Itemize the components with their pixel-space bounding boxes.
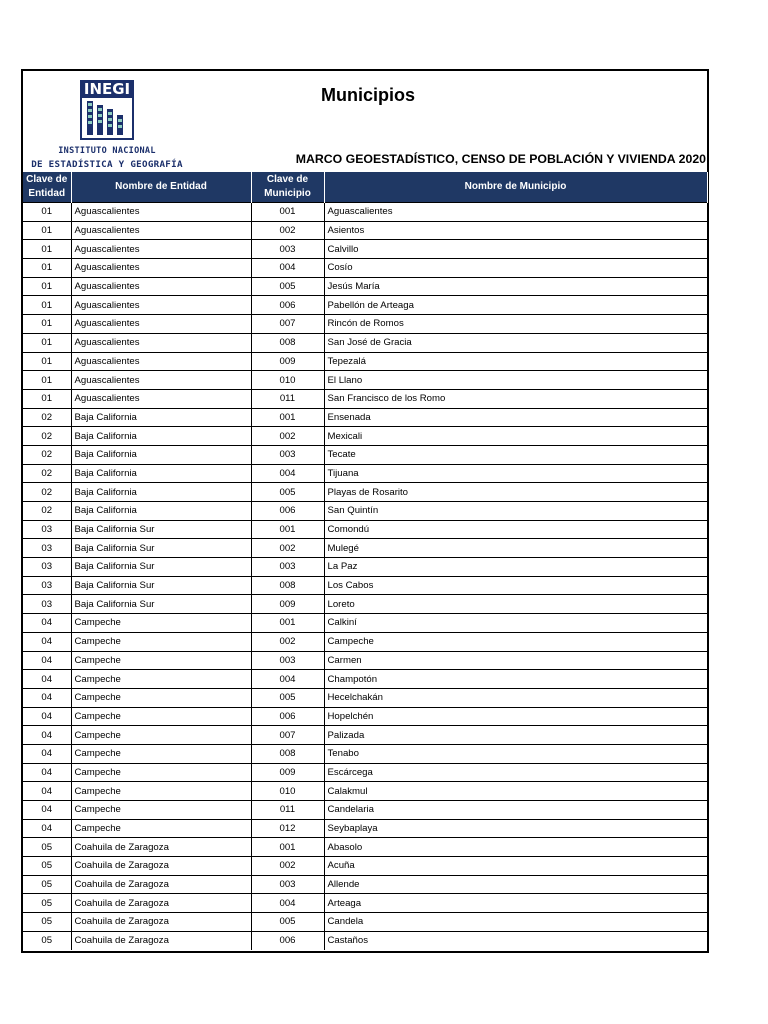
cell-clave-municipio: 007 xyxy=(251,726,324,745)
cell-nombre-entidad: Campeche xyxy=(71,651,251,670)
cell-nombre-entidad: Baja California xyxy=(71,483,251,502)
cell-nombre-municipio: Seybaplaya xyxy=(324,819,707,838)
cell-nombre-entidad: Campeche xyxy=(71,688,251,707)
cell-nombre-municipio: Tenabo xyxy=(324,744,707,763)
cell-clave-entidad: 01 xyxy=(23,389,71,408)
cell-clave-entidad: 03 xyxy=(23,539,71,558)
document-sheet xyxy=(21,69,709,953)
table-row xyxy=(23,520,707,539)
cell-clave-municipio: 001 xyxy=(251,408,324,427)
cell-clave-entidad: 04 xyxy=(23,651,71,670)
cell-clave-entidad: 01 xyxy=(23,352,71,371)
cell-nombre-municipio: Candela xyxy=(324,913,707,932)
cell-clave-municipio: 004 xyxy=(251,464,324,483)
cell-nombre-entidad: Coahuila de Zaragoza xyxy=(71,913,251,932)
cell-clave-municipio: 009 xyxy=(251,595,324,614)
cell-nombre-municipio: San Quintín xyxy=(324,502,707,521)
cell-clave-entidad: 04 xyxy=(23,632,71,651)
cell-nombre-entidad: Aguascalientes xyxy=(71,203,251,222)
cell-nombre-municipio: San Francisco de los Romo xyxy=(324,389,707,408)
cell-clave-entidad: 04 xyxy=(23,688,71,707)
cell-clave-entidad: 04 xyxy=(23,782,71,801)
table-row xyxy=(23,371,707,390)
cell-clave-municipio: 002 xyxy=(251,632,324,651)
cell-nombre-entidad: Baja California xyxy=(71,464,251,483)
cell-nombre-entidad: Campeche xyxy=(71,744,251,763)
cell-nombre-entidad: Aguascalientes xyxy=(71,333,251,352)
cell-nombre-municipio: Hecelchakán xyxy=(324,688,707,707)
cell-clave-entidad: 04 xyxy=(23,707,71,726)
cell-nombre-entidad: Campeche xyxy=(71,726,251,745)
cell-clave-entidad: 02 xyxy=(23,464,71,483)
cell-clave-entidad: 05 xyxy=(23,913,71,932)
cell-nombre-municipio: Rincón de Romos xyxy=(324,315,707,334)
cell-nombre-entidad: Aguascalientes xyxy=(71,259,251,278)
cell-nombre-entidad: Baja California Sur xyxy=(71,576,251,595)
cell-clave-municipio: 006 xyxy=(251,931,324,950)
cell-nombre-entidad: Campeche xyxy=(71,782,251,801)
page-subtitle: MARCO GEOESTADÍSTICO, CENSO DE POBLACIÓN Y VIVIENDA 2020 xyxy=(295,152,706,166)
table-row xyxy=(23,875,707,894)
cell-clave-entidad: 03 xyxy=(23,595,71,614)
cell-nombre-entidad: Aguascalientes xyxy=(71,371,251,390)
cell-clave-entidad: 01 xyxy=(23,277,71,296)
cell-clave-municipio: 011 xyxy=(251,801,324,820)
cell-clave-municipio: 010 xyxy=(251,371,324,390)
table-row xyxy=(23,427,707,446)
cell-clave-municipio: 003 xyxy=(251,651,324,670)
cell-clave-entidad: 02 xyxy=(23,427,71,446)
cell-nombre-entidad: Coahuila de Zaragoza xyxy=(71,857,251,876)
cell-clave-entidad: 01 xyxy=(23,240,71,259)
cell-nombre-entidad: Aguascalientes xyxy=(71,352,251,371)
cell-nombre-municipio: Carmen xyxy=(324,651,707,670)
cell-clave-entidad: 04 xyxy=(23,670,71,689)
table-row xyxy=(23,539,707,558)
cell-nombre-entidad: Baja California xyxy=(71,502,251,521)
inegi-logo-icon xyxy=(79,79,135,141)
cell-clave-entidad: 02 xyxy=(23,408,71,427)
cell-nombre-entidad: Baja California xyxy=(71,427,251,446)
table-row xyxy=(23,352,707,371)
table-row xyxy=(23,913,707,932)
cell-nombre-municipio: Cosío xyxy=(324,259,707,278)
cell-nombre-municipio: Palizada xyxy=(324,726,707,745)
cell-clave-entidad: 04 xyxy=(23,763,71,782)
table-row xyxy=(23,240,707,259)
cell-clave-entidad: 05 xyxy=(23,838,71,857)
table-row xyxy=(23,464,707,483)
cell-clave-municipio: 001 xyxy=(251,614,324,633)
cell-nombre-entidad: Coahuila de Zaragoza xyxy=(71,838,251,857)
table-row xyxy=(23,595,707,614)
table-row xyxy=(23,744,707,763)
cell-clave-municipio: 003 xyxy=(251,875,324,894)
cell-clave-municipio: 006 xyxy=(251,707,324,726)
cell-clave-municipio: 003 xyxy=(251,240,324,259)
table-row xyxy=(23,408,707,427)
table-row xyxy=(23,558,707,577)
table-row xyxy=(23,614,707,633)
cell-clave-municipio: 002 xyxy=(251,539,324,558)
cell-nombre-municipio: Los Cabos xyxy=(324,576,707,595)
cell-clave-municipio: 005 xyxy=(251,277,324,296)
cell-nombre-municipio: Comondú xyxy=(324,520,707,539)
cell-clave-municipio: 003 xyxy=(251,558,324,577)
table-row xyxy=(23,726,707,745)
table-row xyxy=(23,670,707,689)
cell-nombre-municipio: Mexicali xyxy=(324,427,707,446)
cell-nombre-entidad: Baja California Sur xyxy=(71,595,251,614)
cell-clave-entidad: 02 xyxy=(23,502,71,521)
cell-nombre-entidad: Campeche xyxy=(71,614,251,633)
header-clave-entidad: Clave de Entidad xyxy=(23,172,71,203)
cell-nombre-entidad: Coahuila de Zaragoza xyxy=(71,875,251,894)
cell-nombre-municipio: Champotón xyxy=(324,670,707,689)
table-row xyxy=(23,931,707,950)
cell-nombre-municipio: Tecate xyxy=(324,445,707,464)
cell-clave-municipio: 012 xyxy=(251,819,324,838)
cell-clave-municipio: 008 xyxy=(251,576,324,595)
table-row xyxy=(23,445,707,464)
cell-nombre-municipio: Calkiní xyxy=(324,614,707,633)
cell-clave-municipio: 002 xyxy=(251,221,324,240)
cell-nombre-municipio: Hopelchén xyxy=(324,707,707,726)
cell-clave-entidad: 05 xyxy=(23,875,71,894)
table-row xyxy=(23,483,707,502)
cell-clave-municipio: 004 xyxy=(251,894,324,913)
cell-clave-municipio: 002 xyxy=(251,427,324,446)
cell-nombre-municipio: Asientos xyxy=(324,221,707,240)
cell-nombre-municipio: Mulegé xyxy=(324,539,707,558)
cell-nombre-municipio: Escárcega xyxy=(324,763,707,782)
cell-clave-municipio: 005 xyxy=(251,913,324,932)
cell-clave-municipio: 011 xyxy=(251,389,324,408)
table-row xyxy=(23,707,707,726)
table-row xyxy=(23,857,707,876)
header-nombre-entidad: Nombre de Entidad xyxy=(71,172,251,203)
table-row xyxy=(23,203,707,222)
logo-line-2: DE ESTADÍSTICA Y GEOGRAFÍA xyxy=(31,159,183,170)
header-nombre-municipio: Nombre de Municipio xyxy=(324,172,707,203)
table-body xyxy=(23,203,707,951)
table-row xyxy=(23,277,707,296)
cell-clave-municipio: 001 xyxy=(251,838,324,857)
cell-clave-entidad: 01 xyxy=(23,296,71,315)
cell-clave-entidad: 03 xyxy=(23,558,71,577)
table-row xyxy=(23,782,707,801)
table-row xyxy=(23,221,707,240)
cell-nombre-entidad: Aguascalientes xyxy=(71,315,251,334)
cell-clave-entidad: 02 xyxy=(23,445,71,464)
cell-nombre-entidad: Campeche xyxy=(71,707,251,726)
cell-clave-entidad: 05 xyxy=(23,894,71,913)
cell-clave-entidad: 04 xyxy=(23,614,71,633)
cell-nombre-entidad: Aguascalientes xyxy=(71,296,251,315)
table-row xyxy=(23,576,707,595)
cell-clave-entidad: 01 xyxy=(23,333,71,352)
header-clave-municipio: Clave de Municipio xyxy=(251,172,324,203)
cell-nombre-entidad: Aguascalientes xyxy=(71,277,251,296)
cell-nombre-entidad: Baja California xyxy=(71,445,251,464)
logo-acronym: INEGI xyxy=(83,80,131,98)
cell-nombre-entidad: Baja California Sur xyxy=(71,520,251,539)
cell-clave-entidad: 04 xyxy=(23,744,71,763)
table-row xyxy=(23,688,707,707)
cell-nombre-municipio: Castaños xyxy=(324,931,707,950)
cell-nombre-municipio: Calvillo xyxy=(324,240,707,259)
cell-nombre-municipio: El Llano xyxy=(324,371,707,390)
cell-clave-municipio: 004 xyxy=(251,259,324,278)
cell-nombre-entidad: Aguascalientes xyxy=(71,221,251,240)
cell-clave-municipio: 003 xyxy=(251,445,324,464)
cell-clave-entidad: 03 xyxy=(23,520,71,539)
table-row xyxy=(23,763,707,782)
cell-nombre-municipio: Jesús María xyxy=(324,277,707,296)
cell-clave-municipio: 008 xyxy=(251,744,324,763)
table-row xyxy=(23,333,707,352)
cell-clave-municipio: 005 xyxy=(251,688,324,707)
cell-nombre-municipio: Abasolo xyxy=(324,838,707,857)
table-row xyxy=(23,651,707,670)
table-header-row xyxy=(23,172,707,203)
cell-nombre-municipio: Allende xyxy=(324,875,707,894)
cell-nombre-entidad: Campeche xyxy=(71,801,251,820)
cell-nombre-entidad: Baja California Sur xyxy=(71,539,251,558)
table-row xyxy=(23,296,707,315)
cell-clave-municipio: 009 xyxy=(251,352,324,371)
cell-clave-entidad: 01 xyxy=(23,203,71,222)
cell-clave-entidad: 03 xyxy=(23,576,71,595)
cell-nombre-municipio: Calakmul xyxy=(324,782,707,801)
table-row xyxy=(23,819,707,838)
cell-nombre-entidad: Aguascalientes xyxy=(71,389,251,408)
cell-nombre-municipio: Tijuana xyxy=(324,464,707,483)
table-row xyxy=(23,894,707,913)
table-row xyxy=(23,389,707,408)
cell-clave-entidad: 01 xyxy=(23,371,71,390)
cell-nombre-municipio: La Paz xyxy=(324,558,707,577)
cell-nombre-municipio: Playas de Rosarito xyxy=(324,483,707,502)
cell-clave-municipio: 010 xyxy=(251,782,324,801)
cell-clave-municipio: 006 xyxy=(251,296,324,315)
cell-nombre-entidad: Coahuila de Zaragoza xyxy=(71,931,251,950)
cell-clave-municipio: 001 xyxy=(251,520,324,539)
cell-clave-entidad: 05 xyxy=(23,931,71,950)
cell-nombre-entidad: Campeche xyxy=(71,670,251,689)
cell-nombre-municipio: San José de Gracia xyxy=(324,333,707,352)
page-title: Municipios xyxy=(321,85,415,105)
cell-clave-entidad: 01 xyxy=(23,259,71,278)
cell-clave-entidad: 04 xyxy=(23,726,71,745)
cell-clave-entidad: 04 xyxy=(23,819,71,838)
cell-nombre-entidad: Campeche xyxy=(71,819,251,838)
cell-clave-municipio: 001 xyxy=(251,203,324,222)
cell-clave-entidad: 04 xyxy=(23,801,71,820)
cell-clave-municipio: 007 xyxy=(251,315,324,334)
cell-clave-municipio: 002 xyxy=(251,857,324,876)
table-row xyxy=(23,315,707,334)
table-row xyxy=(23,801,707,820)
cell-nombre-entidad: Coahuila de Zaragoza xyxy=(71,894,251,913)
cell-clave-entidad: 02 xyxy=(23,483,71,502)
cell-nombre-municipio: Loreto xyxy=(324,595,707,614)
cell-nombre-municipio: Aguascalientes xyxy=(324,203,707,222)
cell-clave-municipio: 006 xyxy=(251,502,324,521)
cell-clave-entidad: 05 xyxy=(23,857,71,876)
cell-nombre-municipio: Ensenada xyxy=(324,408,707,427)
cell-nombre-municipio: Candelaria xyxy=(324,801,707,820)
cell-nombre-municipio: Acuña xyxy=(324,857,707,876)
table-row xyxy=(23,632,707,651)
cell-clave-municipio: 008 xyxy=(251,333,324,352)
cell-nombre-municipio: Arteaga xyxy=(324,894,707,913)
cell-nombre-municipio: Campeche xyxy=(324,632,707,651)
cell-nombre-entidad: Baja California xyxy=(71,408,251,427)
cell-clave-municipio: 004 xyxy=(251,670,324,689)
cell-clave-entidad: 01 xyxy=(23,315,71,334)
cell-nombre-entidad: Baja California Sur xyxy=(71,558,251,577)
table-row xyxy=(23,502,707,521)
cell-clave-municipio: 005 xyxy=(251,483,324,502)
cell-nombre-municipio: Pabellón de Arteaga xyxy=(324,296,707,315)
cell-nombre-entidad: Aguascalientes xyxy=(71,240,251,259)
inegi-logo xyxy=(31,79,183,171)
logo-line-1: INSTITUTO NACIONAL xyxy=(58,146,156,156)
cell-clave-entidad: 01 xyxy=(23,221,71,240)
table-row xyxy=(23,259,707,278)
table-row xyxy=(23,838,707,857)
cell-clave-municipio: 009 xyxy=(251,763,324,782)
cell-nombre-municipio: Tepezalá xyxy=(324,352,707,371)
cell-nombre-entidad: Campeche xyxy=(71,763,251,782)
cell-nombre-entidad: Campeche xyxy=(71,632,251,651)
municipios-table xyxy=(23,172,708,950)
